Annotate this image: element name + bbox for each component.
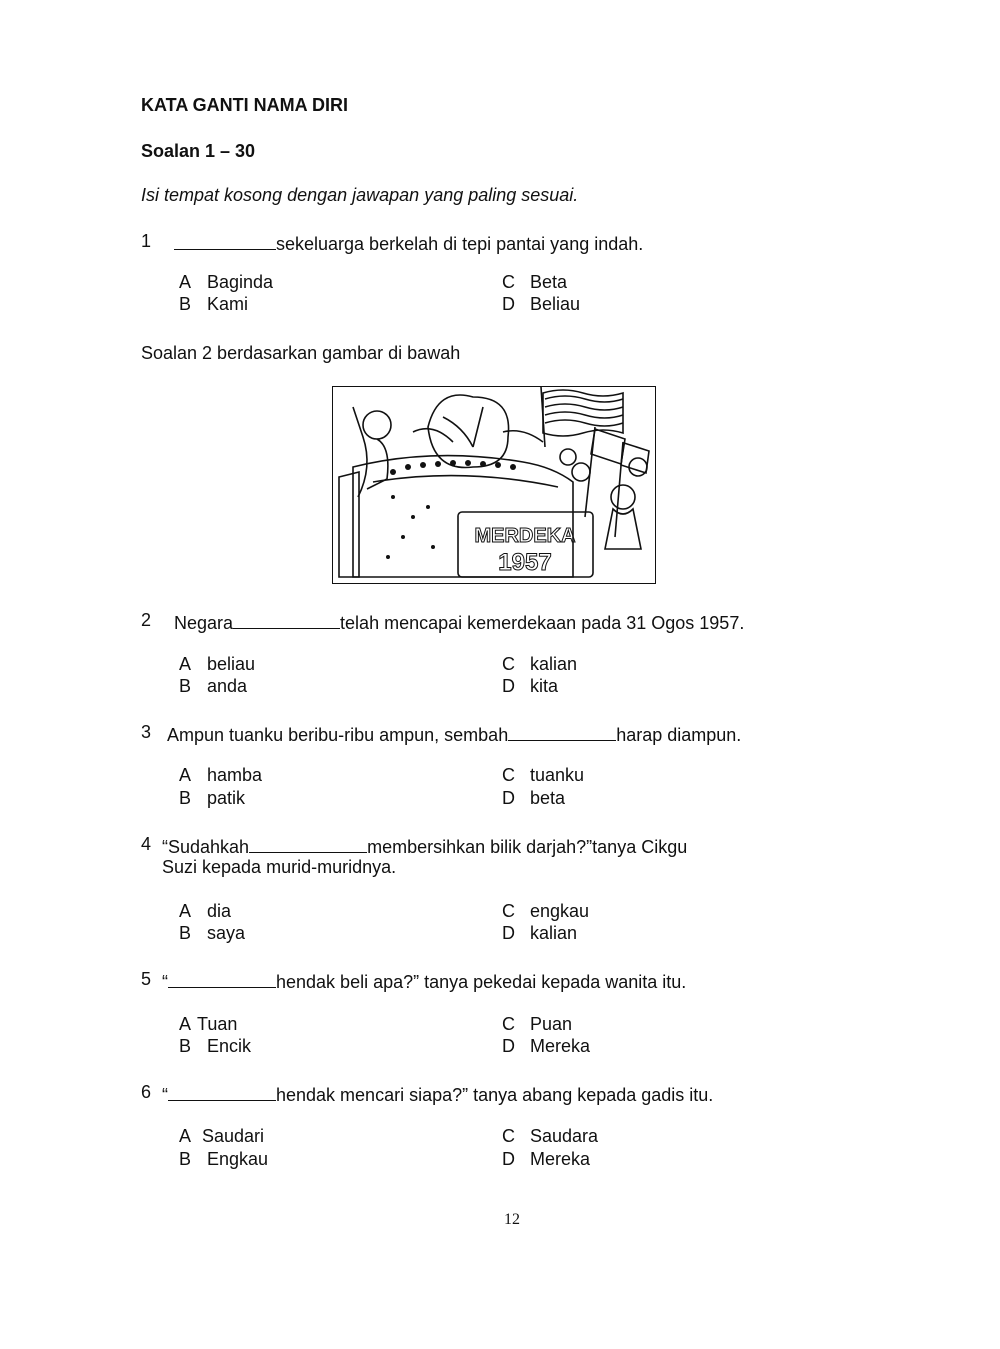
option-c[interactable]: C Saudara	[502, 1126, 599, 1146]
question-text: “Sudahkah membersihkan bilik darjah?”tanya Cikgu	[162, 834, 687, 858]
option-a[interactable]: A dia	[179, 901, 232, 921]
option-d[interactable]: D kita	[502, 676, 559, 696]
option-d[interactable]: D Mereka	[502, 1149, 591, 1169]
question-number: 5	[141, 969, 152, 989]
option-c[interactable]: C Beta	[502, 272, 568, 292]
option-d[interactable]: D kalian	[502, 923, 578, 943]
figure-caption: Soalan 2 berdasarkan gambar di bawah	[141, 343, 461, 363]
plaque-text-line2: 1957	[498, 549, 552, 576]
question-text: sekeluarga berkelah di tepi pantai yang indah.	[174, 231, 643, 255]
merdeka-illustration	[332, 386, 656, 584]
answer-blank[interactable]	[508, 722, 616, 741]
instruction-text: Isi tempat kosong dengan jawapan yang paling sesuai.	[141, 185, 579, 205]
question-text: “ hendak mencari siapa?” tanya abang kepada gadis itu.	[162, 1082, 713, 1106]
option-b[interactable]: B Encik	[179, 1036, 252, 1056]
question-text: Negara telah mencapai kemerdekaan pada 31 Ogos 1957.	[174, 610, 744, 634]
answer-blank[interactable]	[168, 969, 276, 988]
option-d[interactable]: D beta	[502, 788, 566, 808]
option-a[interactable]: A beliau	[179, 654, 256, 674]
option-c[interactable]: C kalian	[502, 654, 578, 674]
question-number: 3	[141, 722, 152, 742]
option-b[interactable]: B anda	[179, 676, 248, 696]
option-a[interactable]: A hamba	[179, 765, 263, 785]
answer-blank[interactable]	[174, 231, 276, 250]
question-text: Ampun tuanku beribu-ribu ampun, sembah harap diampun.	[167, 722, 741, 746]
answer-blank[interactable]	[249, 834, 367, 853]
option-b[interactable]: B saya	[179, 923, 246, 943]
option-b[interactable]: B Engkau	[179, 1149, 269, 1169]
option-a[interactable]: A Tuan	[179, 1014, 238, 1034]
option-b[interactable]: B patik	[179, 788, 246, 808]
page-number: 12	[504, 1211, 520, 1228]
answer-blank[interactable]	[168, 1082, 276, 1101]
option-b[interactable]: B Kami	[179, 294, 249, 314]
option-c[interactable]: C tuanku	[502, 765, 585, 785]
question-number: 6	[141, 1082, 152, 1102]
option-d[interactable]: D Beliau	[502, 294, 581, 314]
question-text: “ hendak beli apa?” tanya pekedai kepada wanita itu.	[162, 969, 686, 993]
question-number: 2	[141, 610, 152, 630]
section-subtitle: Soalan 1 – 30	[141, 141, 256, 161]
page-title: KATA GANTI NAMA DIRI	[141, 95, 348, 115]
plaque-text-line1: MERDEKA	[474, 525, 576, 547]
option-a[interactable]: A Baginda	[179, 272, 274, 292]
answer-blank[interactable]	[233, 610, 340, 629]
option-c[interactable]: C engkau	[502, 901, 590, 921]
question-number: 4	[141, 834, 152, 854]
option-a[interactable]: A Saudari	[179, 1126, 265, 1146]
question-number: 1	[141, 231, 152, 251]
option-d[interactable]: D Mereka	[502, 1036, 591, 1056]
merdeka-drawing	[333, 387, 654, 582]
option-c[interactable]: C Puan	[502, 1014, 573, 1034]
question-text-line2: Suzi kepada murid-muridnya.	[162, 857, 397, 877]
